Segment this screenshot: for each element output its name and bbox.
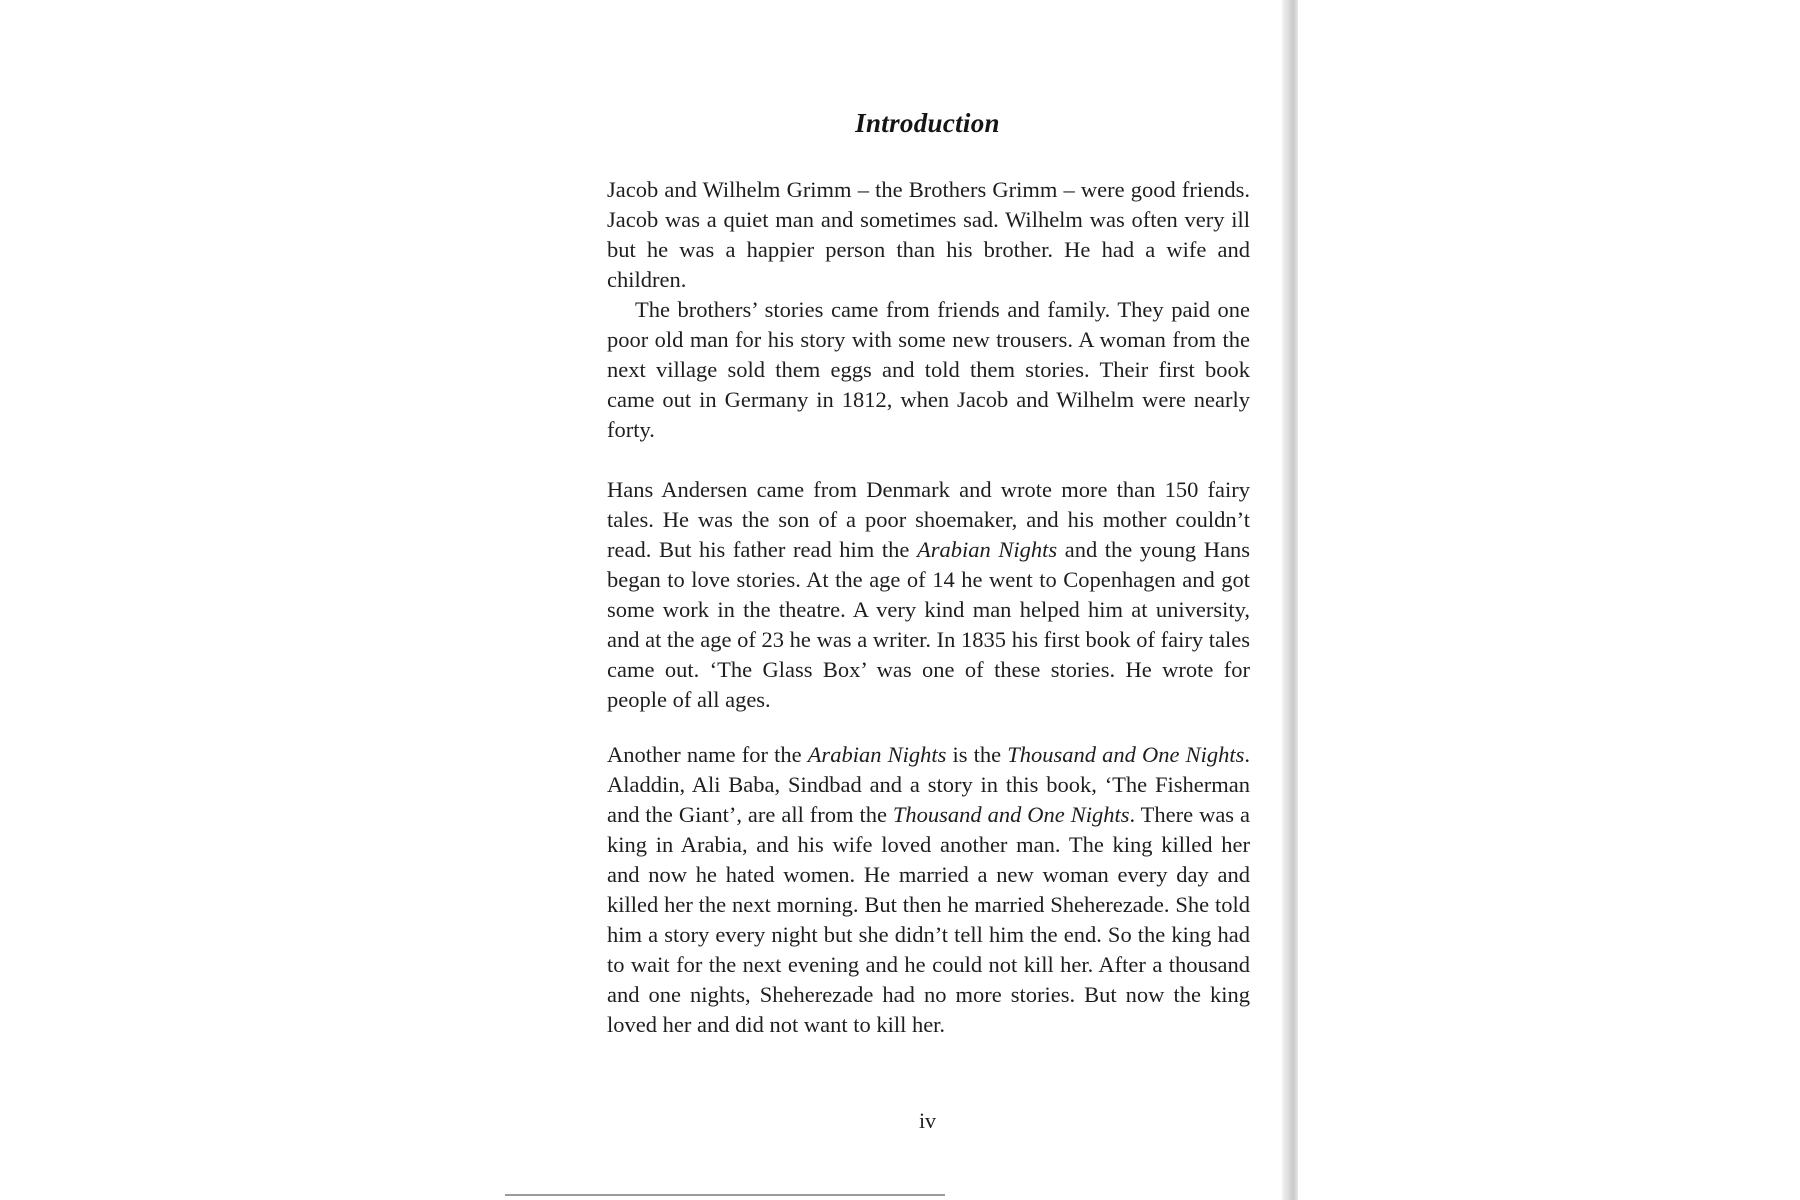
arabian-nights-title: Arabian Nights <box>916 537 1058 562</box>
arabian-text-1: Another name for the <box>607 742 808 767</box>
book-page <box>505 0 1300 1200</box>
thousand-nights-title: Thousand and One Nights <box>1007 742 1245 767</box>
andersen-text-1: Hans Andersen came from Denmark and wrote more than 150 fairy tales. He was the son of a poor shoemaker, and his mother couldn’t read. But his father read him the <box>607 477 1250 562</box>
thousand-nights-title: Thousand and One Nights <box>892 802 1130 827</box>
page-edge-line <box>505 1194 945 1196</box>
grimm-paragraph-1: Jacob and Wilhelm Grimm – the Brothers Grimm – were good friends. Jacob was a quiet man and sometimes sad. Wilhelm was often very ill but he was a happier person than his brother. He had a wife and children. <box>607 177 1250 292</box>
grimm-section <box>607 175 1250 445</box>
book-spine-shadow <box>1282 0 1298 1200</box>
arabian-text-2: is the <box>946 742 1008 767</box>
grimm-paragraph-2: The brothers’ stories came from friends and family. They paid one poor old man for his story with some new trousers. A woman from the next village sold them eggs and told them stories. Their first book came out in Germany in 1812, when Jacob and Wilhelm were nearly forty. <box>607 297 1250 442</box>
arabian-nights-title: Arabian Nights <box>807 742 947 767</box>
page-number: iv <box>918 1108 937 1133</box>
arabian-nights-paragraph <box>607 740 1250 1040</box>
arabian-text-3: . Aladdin, Ali Baba, Sindbad and a story in this book, ‘The Fisherman and the Giant’, are all from the <box>607 742 1250 827</box>
andersen-text-2: and the young Hans began to love stories. At the age of 14 he went to Copenhagen and got some work in the theatre. A very kind man helped him at university, and at the age of 23 he was a writer. In 1835 his first book of fairy tales came out. ‘The Glass Box’ was one of these stories. He wrote for people of all ages. <box>607 537 1250 712</box>
page-title: Introduction <box>855 108 1000 138</box>
arabian-nights-section <box>607 740 1250 1040</box>
andersen-paragraph <box>607 475 1250 715</box>
arabian-text-4: . There was a king in Arabia, and his wife loved another man. The king killed her and now he hated women. He married a new woman every day and killed her the next morning. But then he married Sheherezade. She told him a story every night but she didn’t tell him the end. So the king had to wait for the next evening and he could not kill her. After a thousand and one nights, Sheherezade had no more stories. But now the king loved her and did not want to kill her. <box>607 802 1250 1037</box>
andersen-section <box>607 475 1250 715</box>
